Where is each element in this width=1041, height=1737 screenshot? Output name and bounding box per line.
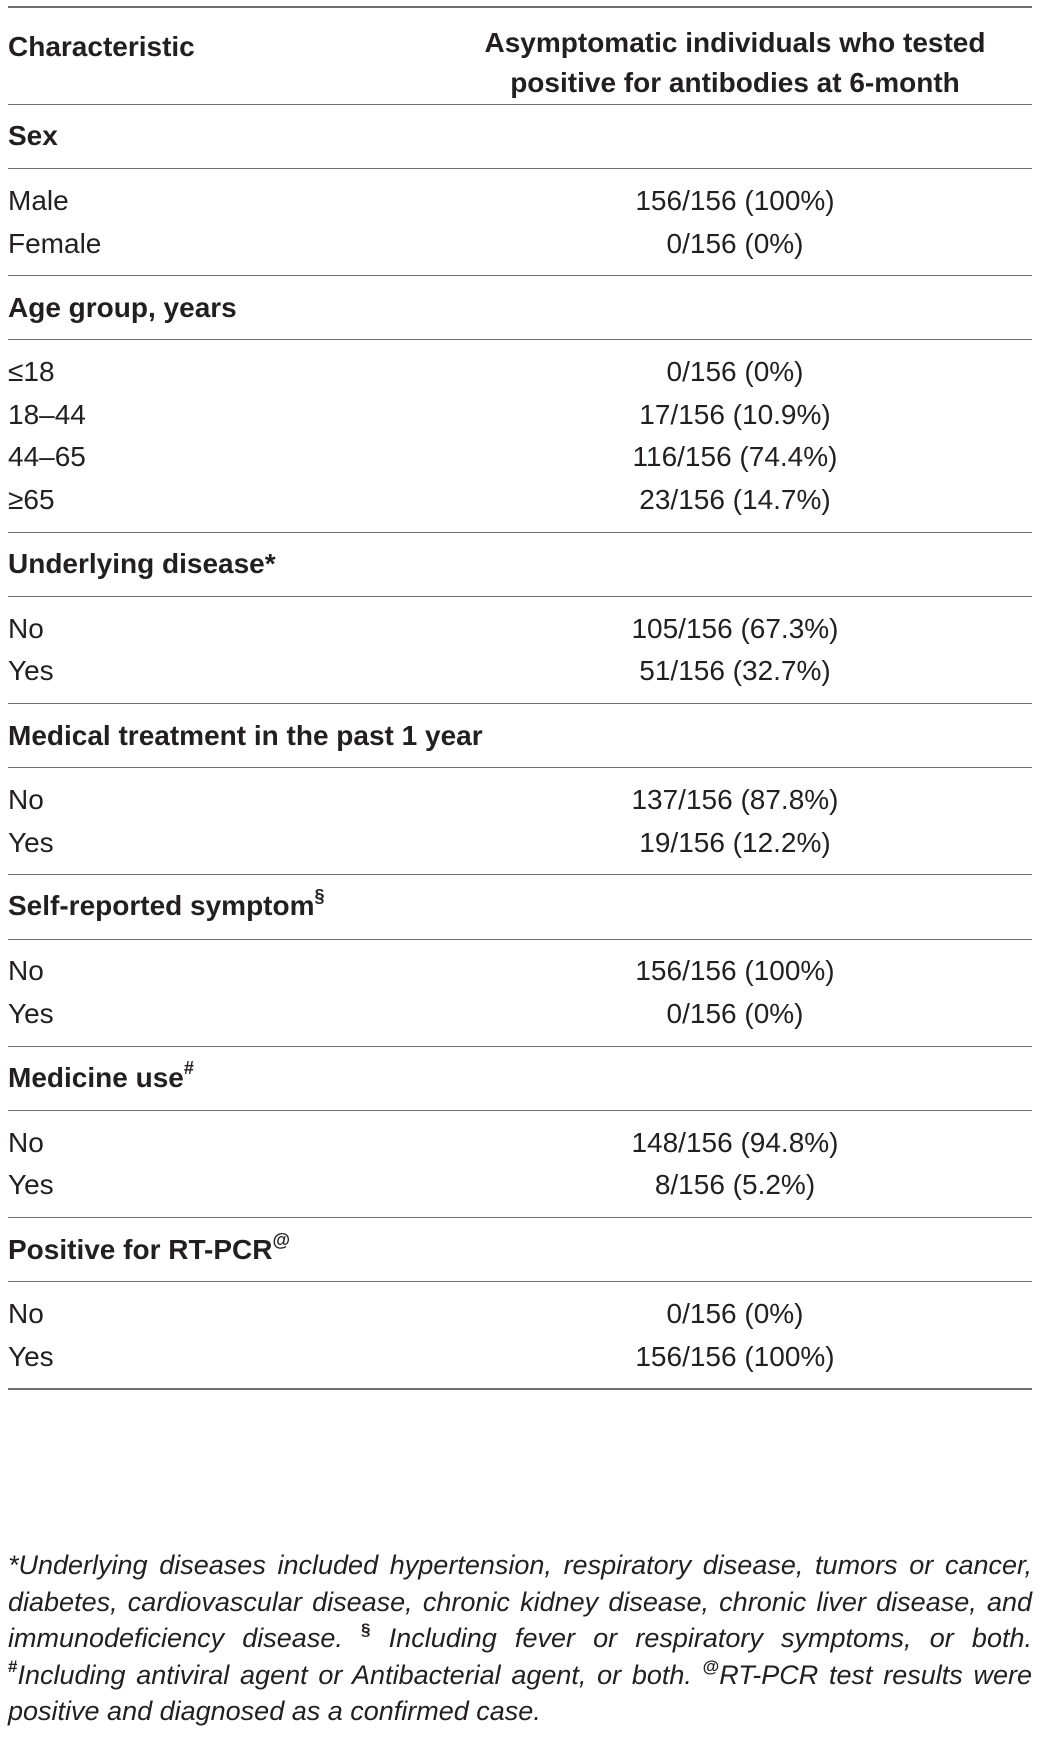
table-header [0, 6, 1041, 116]
footnote-text: *Underlying diseases included hypertension, respiratory disease, tumors or cancer, diabetes, cardiovascular disease, chronic kidney disease, chronic liver disease, and immunodeficiency disease. [8, 1550, 1032, 1653]
row-value: 0/156 (0%) [666, 998, 804, 1029]
section-title-text: Medicine use [8, 1062, 184, 1093]
footnote-mark: § [361, 1620, 371, 1639]
row-label: No [8, 955, 44, 986]
row-label: 18–44 [8, 399, 86, 430]
footnote-text: RT-PCR test results were positive and diagnosed as a confirmed case. [8, 1659, 1033, 1726]
row-label: No [8, 784, 44, 815]
table-footnote [8, 1547, 1032, 1730]
header-asymptomatic-line2: positive for antibodies at 6-month [510, 67, 960, 98]
row-label: Yes [8, 655, 54, 686]
section-title-self-reported-symptom [8, 886, 325, 926]
row-value: 148/156 (94.8%) [631, 1127, 839, 1158]
row-value: 105/156 (67.3%) [631, 613, 839, 644]
row-label: ≤18 [8, 356, 55, 387]
row-value: 156/156 (100%) [635, 185, 835, 216]
header-asymptomatic-line1: Asymptomatic individuals who tested [484, 27, 986, 58]
section-divider [8, 596, 1032, 597]
section-divider [8, 1281, 1032, 1282]
row-value: 17/156 (10.9%) [639, 399, 831, 430]
section-title-text: Age group, years [8, 292, 237, 323]
row-label: Yes [8, 827, 54, 858]
row-value: 116/156 (74.4%) [632, 441, 838, 472]
row-label: 44–65 [8, 441, 86, 472]
section-title-medicine-use [8, 1058, 194, 1098]
section-title-text: Underlying disease* [8, 548, 276, 579]
row-value: 19/156 (12.2%) [639, 827, 831, 858]
section-divider [8, 1217, 1032, 1218]
section-footnote-mark: # [183, 1057, 194, 1078]
footnote-text: Including antiviral agent or Antibacterial agent, or both. [17, 1659, 692, 1690]
footnote-mark: @ [702, 1656, 720, 1676]
section-divider [8, 339, 1032, 340]
section-divider [8, 168, 1032, 169]
row-value: 0/156 (0%) [666, 1298, 804, 1329]
section-title-text: Medical treatment in the past 1 year [8, 720, 483, 751]
row-value: 51/156 (32.7%) [639, 655, 831, 686]
row-label: Yes [8, 1169, 54, 1200]
row-value: 156/156 (100%) [635, 955, 835, 986]
section-title-text: Positive for RT-PCR [8, 1234, 273, 1265]
row-label: No [8, 1298, 44, 1329]
row-label: Male [8, 185, 69, 216]
row-value: 156/156 (100%) [635, 1341, 835, 1372]
section-divider [8, 1110, 1032, 1111]
row-value: 0/156 (0%) [666, 228, 804, 259]
section-title-text: Self-reported symptom [8, 890, 315, 921]
row-value: 8/156 (5.2%) [654, 1169, 816, 1200]
row-label: ≥65 [8, 484, 55, 515]
row-label: Female [8, 228, 102, 259]
section-title-age-group [8, 288, 237, 328]
header-asymptomatic [460, 23, 1010, 103]
section-title-positive-rt-pcr [8, 1230, 290, 1270]
section-divider [8, 939, 1032, 940]
section-footnote-mark: § [314, 885, 325, 906]
section-footnote-mark: @ [272, 1229, 291, 1250]
row-value: 0/156 (0%) [666, 356, 804, 387]
section-title-underlying-disease [8, 544, 276, 584]
row-value: 137/156 (87.8%) [631, 784, 839, 815]
row-label: Yes [8, 998, 54, 1029]
footnote-mark: # [8, 1656, 18, 1676]
section-divider [8, 874, 1032, 875]
section-divider [8, 703, 1032, 704]
section-divider [8, 275, 1032, 276]
header-characteristic: Characteristic [8, 31, 195, 62]
section-divider [8, 532, 1032, 533]
row-value: 23/156 (14.7%) [639, 484, 831, 515]
row-label: Yes [8, 1341, 54, 1372]
section-divider [8, 1046, 1032, 1047]
row-label: No [8, 613, 44, 644]
section-title-sex [8, 116, 58, 156]
section-divider [8, 104, 1032, 105]
footnote-text: Including fever or respiratory symptoms, or both. [370, 1623, 1032, 1653]
row-label: No [8, 1127, 44, 1158]
section-divider [8, 767, 1032, 768]
section-title-medical-treatment [8, 716, 483, 756]
section-title-text: Sex [8, 120, 58, 151]
table-bottom-rule [8, 1388, 1032, 1390]
